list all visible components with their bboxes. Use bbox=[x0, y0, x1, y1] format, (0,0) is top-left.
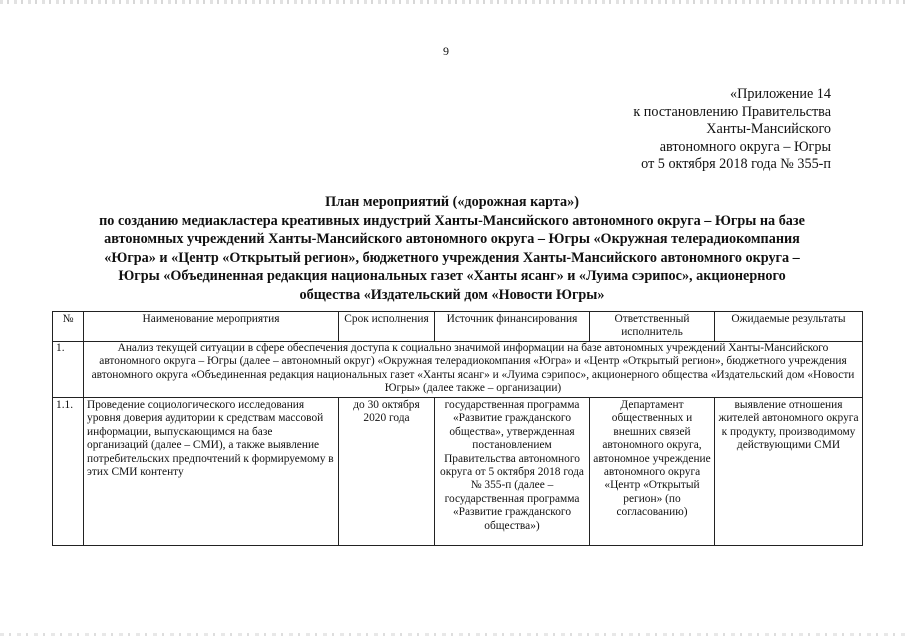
appendix-line: Ханты-Мансийского bbox=[706, 121, 831, 137]
appendix-block bbox=[560, 86, 831, 174]
header-number: № bbox=[53, 312, 84, 342]
appendix-line: от 5 октября 2018 года № 355-п bbox=[641, 156, 831, 172]
scan-edge-top bbox=[0, 0, 905, 4]
title-line: автономных учреждений Ханты-Мансийского автономного округа – Югры «Окружная телерадиокомпания bbox=[104, 231, 800, 248]
header-responsible: Ответственный исполнитель bbox=[590, 312, 715, 342]
row-expected-results: выявление отношения жителей автономного округа к продукту, производимому действующими СМИ bbox=[715, 398, 863, 546]
scan-edge-bottom bbox=[0, 633, 905, 636]
row-funding-source: государственная программа «Развитие гражданского общества», утвержденная постановлением Правительства автономного округа от 5 октября 2018 года № 355-п (далее – государственная программа «Развитие гражданского общества») bbox=[435, 398, 590, 546]
header-expected-results: Ожидаемые результаты bbox=[715, 312, 863, 342]
appendix-line: к постановлению Правительства bbox=[633, 103, 831, 120]
row-activity-name: Проведение социологического исследования уровня доверия аудитории к средствам массовой информации, выпускающимся на базе организаций (далее – СМИ), а также выявление потребительских предпочтений к формируемому в этих СМИ контенту bbox=[84, 398, 339, 546]
appendix-line: автономного округа – Югры bbox=[659, 138, 831, 155]
section-row bbox=[53, 342, 863, 398]
page-number: 9 bbox=[443, 44, 449, 58]
row-number: 1.1. bbox=[53, 398, 84, 546]
title-line: по созданию медиакластера креативных индустрий Ханты-Мансийского автономного округа – Югры на базе bbox=[99, 212, 805, 229]
roadmap-table bbox=[52, 311, 863, 546]
title-line: «Югра» и «Центр «Открытый регион», бюджетного учреждения Ханты-Мансийского автономного округа – bbox=[104, 249, 800, 266]
header-funding-source: Источник финансирования bbox=[435, 312, 590, 342]
title-line: Югры «Объединенная редакция национальных газет «Ханты ясанг» и «Луима сэрипос», акционерного bbox=[118, 268, 786, 285]
table-row bbox=[53, 398, 863, 546]
appendix-line: «Приложение 14 bbox=[730, 86, 831, 102]
header-deadline: Срок исполнения bbox=[339, 312, 435, 342]
title-line: общества «Издательский дом «Новости Югры» bbox=[299, 286, 605, 303]
document-title bbox=[52, 193, 852, 305]
section-text: Анализ текущей ситуации в сфере обеспечения доступа к социально значимой информации на базе автономных учреждений Ханты-Мансийского автономного округа – Югры (далее – автономный округ) «Окружная телерадиокомпания «Югра» и «Центр «Открытый регион», бюджетного учреждения автономного округа «Объединенная редакция национальных газет «Ханты ясанг» и «Луима сэрипос», акционерного общества «Издательский дом «Новости Югры» (далее также – организации) bbox=[84, 342, 863, 398]
row-responsible: Департамент общественных и внешних связей автономного округа, автономное учреждение автономного округа «Центр «Открытый регион» (по согласованию) bbox=[590, 398, 715, 546]
title-line: План мероприятий («дорожная карта») bbox=[325, 194, 579, 210]
row-deadline: до 30 октября 2020 года bbox=[339, 398, 435, 546]
section-number: 1. bbox=[53, 342, 84, 398]
header-activity-name: Наименование мероприятия bbox=[84, 312, 339, 342]
table-header-row bbox=[53, 312, 863, 342]
